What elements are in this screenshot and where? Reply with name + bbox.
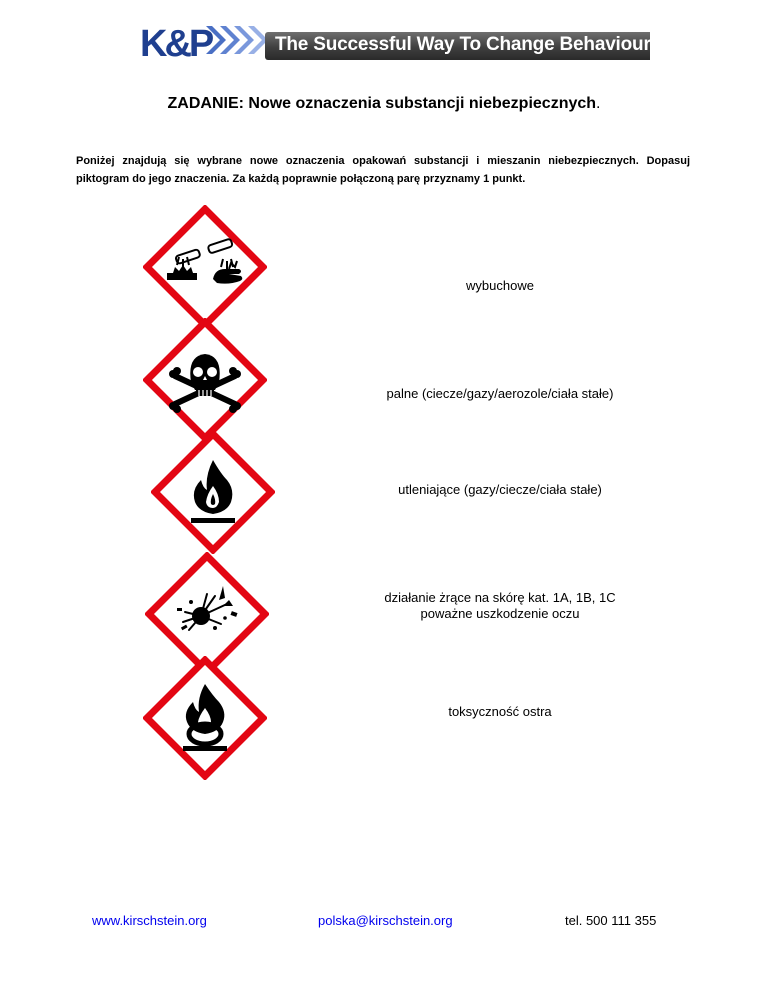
- meaning-label: wybuchowe: [466, 278, 534, 293]
- meaning-item: [330, 386, 670, 402]
- tagline: The Successful Way To Change Behaviour: [275, 34, 651, 55]
- task-instructions: Poniżej znajdują się wybrane nowe oznaczenia opakowań substancji i mieszanin niebezpiecznych. Dopasuj piktogram do jego znaczenia. Za każdą poprawnie połączoną parę przyznamy 1 punkt.: [76, 155, 690, 185]
- page-title-text: ZADANIE: Nowe oznaczenia substancji niebezpiecznych: [167, 95, 597, 112]
- meaning-item: [330, 704, 670, 720]
- page-title-period: .: [596, 95, 601, 112]
- corrosion-icon: [143, 205, 267, 329]
- flame-over-circle-icon: [143, 656, 267, 780]
- meaning-label-line2: poważne uszkodzenie oczu: [420, 606, 580, 621]
- email-link[interactable]: polska@kirschstein.org: [318, 913, 453, 928]
- meaning-label: utleniające (gazy/ciecze/ciała stałe): [398, 482, 602, 497]
- meaning-label: toksyczność ostra: [448, 704, 552, 719]
- meaning-item: [330, 482, 670, 498]
- logo-text: K&P: [140, 23, 212, 62]
- meaning-item: [330, 590, 670, 622]
- kp-logo-mark: [140, 18, 270, 62]
- meaning-item: [330, 278, 670, 294]
- phone-number: tel. 500 111 355: [565, 913, 657, 928]
- meaning-label: działanie żrące na skórę kat. 1A, 1B, 1C: [384, 590, 616, 605]
- skull-crossbones-icon: [143, 318, 267, 442]
- meaning-label: palne (ciecze/gazy/aerozole/ciała stałe): [386, 386, 614, 401]
- header-logo: [140, 18, 650, 62]
- website-link[interactable]: www.kirschstein.org: [92, 913, 207, 928]
- flame-icon: [151, 430, 275, 554]
- page-title: [0, 95, 768, 113]
